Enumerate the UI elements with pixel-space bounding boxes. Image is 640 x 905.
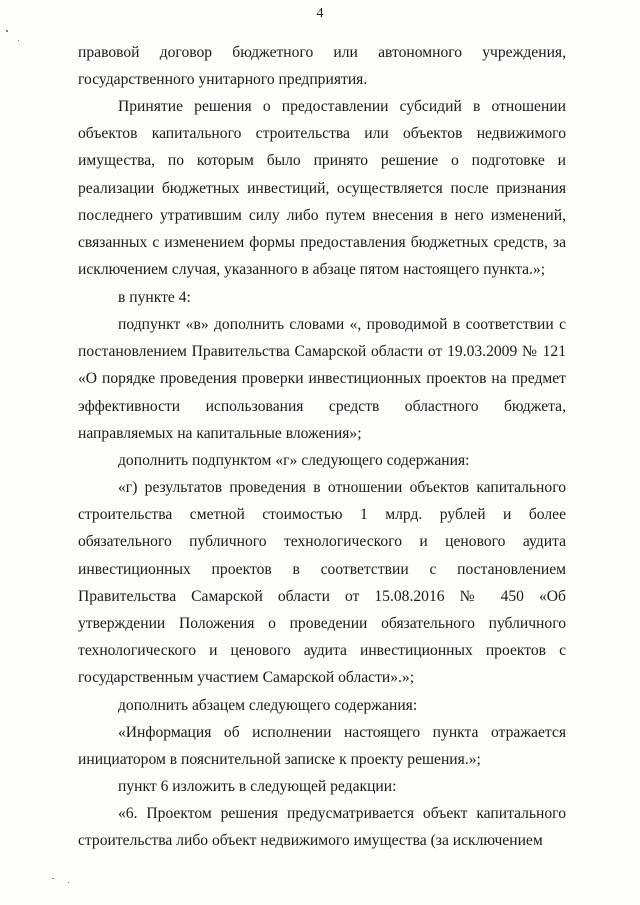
scan-speck (68, 882, 69, 883)
scan-speck (6, 30, 8, 32)
scan-speck (18, 40, 19, 41)
paragraph-3: в пункте 4: (118, 289, 191, 306)
page-number: 4 (316, 6, 324, 21)
paragraph-2: Принятие решения о предоставлении субсидий в отношении объектов капитального строительства или объектов недвижимого имущества, по которым было принято решение о подготовке и реализации бюджетных инвестиций, осуществляется после признания последнего утратившим силу либо путем внесения в него изменений, связанных с изменением формы предоставления бюджетных средств, за исключением случая, указанного в абзаце пятом настоящего пункта.»; (78, 98, 566, 279)
scan-speck (52, 878, 54, 879)
paragraph-10: «6. Проектом решения предусматривается объект капитального строительства либо объект недвижимого имущества (за исключением (78, 805, 566, 850)
paragraph-4: подпункт «в» дополнить словами «, проводимой в соответствии с постановлением Правительства Самарской области от 19.03.2009 № 121 «О порядке проведения проверки инвестиционных проектов на предмет эффективности использования средств областного бюджета, направляемых на капитальные вложения»; (78, 316, 566, 442)
paragraph-9: пункт 6 изложить в следующей редакции: (118, 778, 397, 795)
paragraph-1: правовой договор бюджетного или автономного учреждения, государственного унитарного предприятия. (78, 44, 566, 89)
paragraph-8: «Информация об исполнении настоящего пункта отражается инициатором в пояснительной записке к проекту решения.»; (78, 724, 566, 769)
paragraph-5: дополнить подпунктом «г» следующего содержания: (118, 452, 470, 469)
paragraph-7: дополнить абзацем следующего содержания: (118, 697, 418, 714)
paragraph-6: «г) результатов проведения в отношении объектов капитального строительства сметной стоимостью 1 млрд. рублей и более обязательного публичного технологического и ценового аудита инвестиционных проектов в соответствии с постановлением Правительства Самарской области от 15.08.2016 № 450 «Об утверждении Положения о проведении обязательного публичного технологического и ценового аудита инвестиционных проектов с государственным участием Самарской области».»; (78, 479, 566, 687)
